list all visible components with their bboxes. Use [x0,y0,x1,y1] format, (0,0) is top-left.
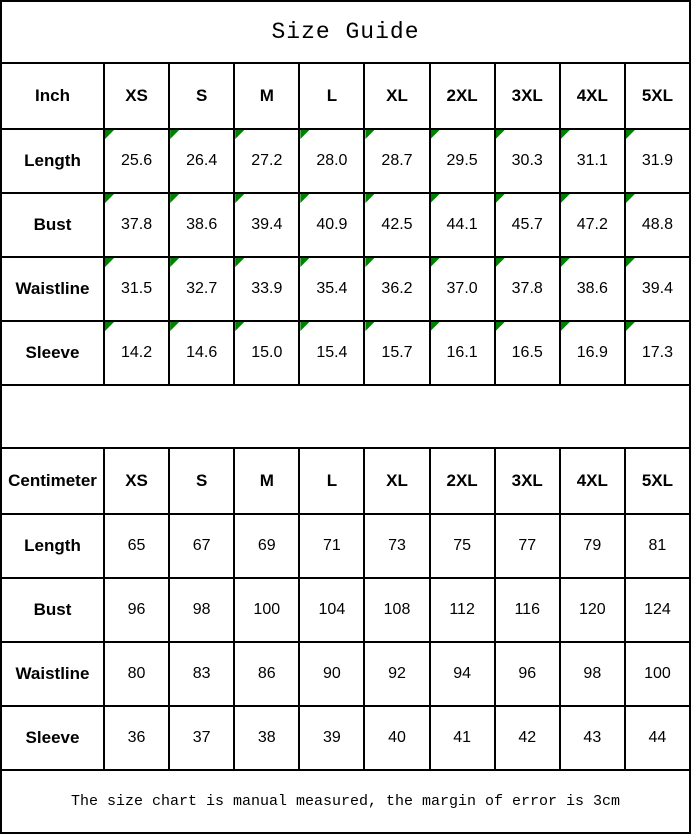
size-header-row [2,447,689,513]
measurement-value: 98 [583,665,602,682]
measurement-value-cell [233,194,298,256]
measurement-value: 104 [318,601,346,618]
size-header-cell: 3XL [494,64,559,128]
size-header-cell: XL [363,64,428,128]
measurement-value: 37.8 [511,280,543,297]
unit-header-cell: Centimeter [8,471,97,490]
measurement-row [2,128,689,192]
measurement-value-cell [624,643,689,705]
green-triangle-icon [365,194,374,203]
green-triangle-icon [561,258,570,267]
measurement-value-cell [168,322,233,384]
measurement-value-cell [233,515,298,577]
measurement-value-cell [168,130,233,192]
measurement-value: 27.2 [251,152,283,169]
measurement-row [2,705,689,769]
measurement-value: 42 [518,729,537,746]
measurement-value-cell [559,194,624,256]
green-triangle-icon [626,258,635,267]
measurement-value: 83 [192,665,211,682]
measurement-value-cell [363,194,428,256]
measurement-value: 16.9 [576,344,608,361]
measurement-value-cell [624,322,689,384]
measurement-value-cell [429,579,494,641]
centimeter-size-table [2,447,689,769]
green-triangle-icon [626,130,635,139]
measurement-value-cell [363,258,428,320]
measurement-value: 116 [514,601,540,618]
green-triangle-icon [561,322,570,331]
measurement-value-cell [624,258,689,320]
size-header-cell: 2XL [429,64,494,128]
green-triangle-icon [105,258,114,267]
measurement-value: 86 [257,665,276,682]
measurement-value: 28.0 [316,152,348,169]
measurement-value-cell [298,707,363,769]
measurement-value-cell [559,515,624,577]
size-header-cell: 5XL [624,64,689,128]
measurement-value: 38 [257,729,276,746]
green-triangle-icon [561,130,570,139]
measurement-value: 39 [322,729,341,746]
size-header-cell: 2XL [429,449,494,513]
measurement-label-cell: Sleeve [25,728,80,747]
measurement-value: 67 [192,537,211,554]
size-header-cell: 4XL [559,64,624,128]
measurement-value: 40.9 [316,216,348,233]
measurement-value: 31.9 [641,152,673,169]
measurement-value-cell [624,707,689,769]
green-triangle-icon [235,258,244,267]
measurement-value-cell [429,130,494,192]
unit-header-cell: Inch [35,86,70,105]
measurement-value-cell [168,194,233,256]
measurement-value-cell [298,194,363,256]
measurement-value: 29.5 [446,152,478,169]
measurement-value: 69 [257,537,276,554]
size-header-cell: M [233,449,298,513]
measurement-value: 71 [322,537,341,554]
measurement-value-cell [168,579,233,641]
measurement-value-cell [559,707,624,769]
green-triangle-icon [561,194,570,203]
measurement-value: 35.4 [316,280,348,297]
measurement-value: 14.6 [186,344,218,361]
measurement-value-cell [494,130,559,192]
measurement-label-cell: Bust [33,600,72,619]
measurement-value: 15.4 [316,344,348,361]
green-triangle-icon [431,322,440,331]
measurement-row [2,320,689,384]
measurement-value: 112 [449,601,475,618]
measurement-label-cell: Bust [33,215,72,234]
measurement-value: 17.3 [641,344,673,361]
green-triangle-icon [105,130,114,139]
green-triangle-icon [300,194,309,203]
measurement-value-cell [429,322,494,384]
size-header-cell: 3XL [494,449,559,513]
measurement-disclaimer: The size chart is manual measured, the margin of error is 3cm [2,769,689,832]
measurement-value: 38.6 [576,280,608,297]
measurement-value-cell [494,579,559,641]
measurement-label-cell: Waistline [15,664,90,683]
measurement-value-cell [168,258,233,320]
measurement-row [2,513,689,577]
green-triangle-icon [626,322,635,331]
measurement-value: 96 [518,665,537,682]
measurement-value: 37.8 [120,216,153,233]
measurement-value-cell [103,515,168,577]
measurement-value-cell [298,322,363,384]
green-triangle-icon [105,322,114,331]
measurement-value: 43 [583,729,602,746]
section-spacer [2,384,689,447]
page-title: Size Guide [271,19,420,45]
measurement-value-cell [363,643,428,705]
green-triangle-icon [496,194,505,203]
green-triangle-icon [431,130,440,139]
measurement-value: 33.9 [251,280,283,297]
measurement-value-cell [103,258,168,320]
measurement-value: 77 [518,537,537,554]
measurement-value-cell [624,130,689,192]
measurement-value-cell [429,194,494,256]
measurement-value-cell [103,322,168,384]
green-triangle-icon [496,130,505,139]
measurement-value: 31.5 [120,280,153,297]
measurement-value-cell [559,130,624,192]
size-header-cell: 5XL [624,449,689,513]
measurement-value: 79 [583,537,602,554]
measurement-value: 94 [453,665,471,682]
measurement-value-cell [298,643,363,705]
green-triangle-icon [496,322,505,331]
measurement-value-cell [559,322,624,384]
measurement-label-cell: Waistline [15,279,90,298]
measurement-value: 48.8 [641,216,673,233]
size-header-cell: L [298,64,363,128]
measurement-value: 124 [644,601,671,618]
measurement-value-cell [233,258,298,320]
green-triangle-icon [170,322,179,331]
green-triangle-icon [431,194,440,203]
measurement-value: 31.1 [576,152,608,169]
measurement-value: 65 [127,537,146,554]
measurement-value: 96 [127,601,146,618]
measurement-value: 15.0 [251,344,283,361]
measurement-value: 98 [192,601,211,618]
green-triangle-icon [365,130,374,139]
measurement-row [2,256,689,320]
size-header-cell: XS [103,64,168,128]
green-triangle-icon [496,258,505,267]
size-header-cell: XL [363,449,428,513]
size-header-cell: S [168,449,233,513]
green-triangle-icon [431,258,440,267]
green-triangle-icon [365,258,374,267]
measurement-value-cell [168,643,233,705]
measurement-value: 92 [388,665,406,682]
green-triangle-icon [170,194,179,203]
measurement-value-cell [298,258,363,320]
measurement-value-cell [298,579,363,641]
measurement-value-cell [624,515,689,577]
measurement-value: 36.2 [381,280,413,297]
measurement-value: 100 [644,665,671,682]
size-header-cell: M [233,64,298,128]
measurement-value: 100 [253,601,281,618]
measurement-value: 44 [648,729,667,746]
measurement-value: 14.2 [120,344,153,361]
measurement-value: 120 [578,601,606,618]
size-header-cell: S [168,64,233,128]
green-triangle-icon [365,322,374,331]
measurement-value: 81 [648,537,667,554]
measurement-value-cell [429,643,494,705]
measurement-value-cell [363,130,428,192]
measurement-row [2,641,689,705]
measurement-value-cell [363,515,428,577]
green-triangle-icon [105,194,114,203]
green-triangle-icon [235,322,244,331]
measurement-value: 47.2 [576,216,608,233]
measurement-value: 37.0 [446,280,478,297]
measurement-value: 75 [453,537,471,554]
measurement-value-cell [298,515,363,577]
measurement-value: 37 [192,729,211,746]
measurement-value-cell [363,707,428,769]
measurement-value: 30.3 [511,152,543,169]
measurement-value: 38.6 [186,216,218,233]
measurement-value-cell [233,643,298,705]
green-triangle-icon [300,258,309,267]
measurement-value-cell [494,322,559,384]
measurement-value: 15.7 [381,344,413,361]
size-header-cell: 4XL [559,449,624,513]
measurement-value: 39.4 [251,216,283,233]
measurement-label-cell: Sleeve [25,343,80,362]
measurement-value-cell [233,579,298,641]
measurement-value-cell [233,322,298,384]
measurement-value-cell [103,130,168,192]
measurement-value: 90 [322,665,341,682]
measurement-value-cell [494,643,559,705]
measurement-label-cell: Length [24,151,81,170]
measurement-value-cell [494,258,559,320]
green-triangle-icon [300,322,309,331]
measurement-value: 80 [127,665,146,682]
green-triangle-icon [626,194,635,203]
measurement-value: 44.1 [446,216,478,233]
measurement-row [2,577,689,641]
size-header-cell: XS [103,449,168,513]
green-triangle-icon [300,130,309,139]
measurement-value-cell [363,322,428,384]
measurement-value-cell [429,707,494,769]
measurement-value-cell [559,579,624,641]
measurement-value-cell [624,579,689,641]
measurement-value-cell [494,707,559,769]
measurement-value: 41 [453,729,471,746]
measurement-value: 25.6 [120,152,153,169]
measurement-value-cell [298,130,363,192]
green-triangle-icon [170,258,179,267]
measurement-value: 26.4 [186,152,218,169]
measurement-value-cell [103,643,168,705]
measurement-value: 32.7 [186,280,218,297]
measurement-value-cell [494,515,559,577]
measurement-value-cell [494,194,559,256]
measurement-value-cell [168,515,233,577]
measurement-value-cell [559,258,624,320]
measurement-value-cell [559,643,624,705]
measurement-value: 42.5 [381,216,413,233]
measurement-value-cell [429,515,494,577]
measurement-row [2,192,689,256]
measurement-value-cell [363,579,428,641]
measurement-value: 36 [127,729,146,746]
measurement-value: 73 [388,537,406,554]
measurement-label-cell: Length [24,536,81,555]
measurement-value-cell [103,579,168,641]
measurement-value: 40 [388,729,406,746]
green-triangle-icon [235,194,244,203]
measurement-value: 28.7 [381,152,413,169]
measurement-value-cell [624,194,689,256]
measurement-value: 45.7 [511,216,543,233]
measurement-value-cell [233,130,298,192]
size-header-cell: L [298,449,363,513]
measurement-value-cell [429,258,494,320]
inch-size-table [2,62,689,384]
green-triangle-icon [235,130,244,139]
measurement-value: 108 [383,601,411,618]
measurement-value: 39.4 [641,280,673,297]
measurement-value-cell [103,707,168,769]
measurement-value: 16.5 [511,344,543,361]
green-triangle-icon [170,130,179,139]
size-header-row [2,62,689,128]
measurement-value-cell [168,707,233,769]
measurement-value: 16.1 [446,344,478,361]
measurement-value-cell [233,707,298,769]
measurement-value-cell [103,194,168,256]
